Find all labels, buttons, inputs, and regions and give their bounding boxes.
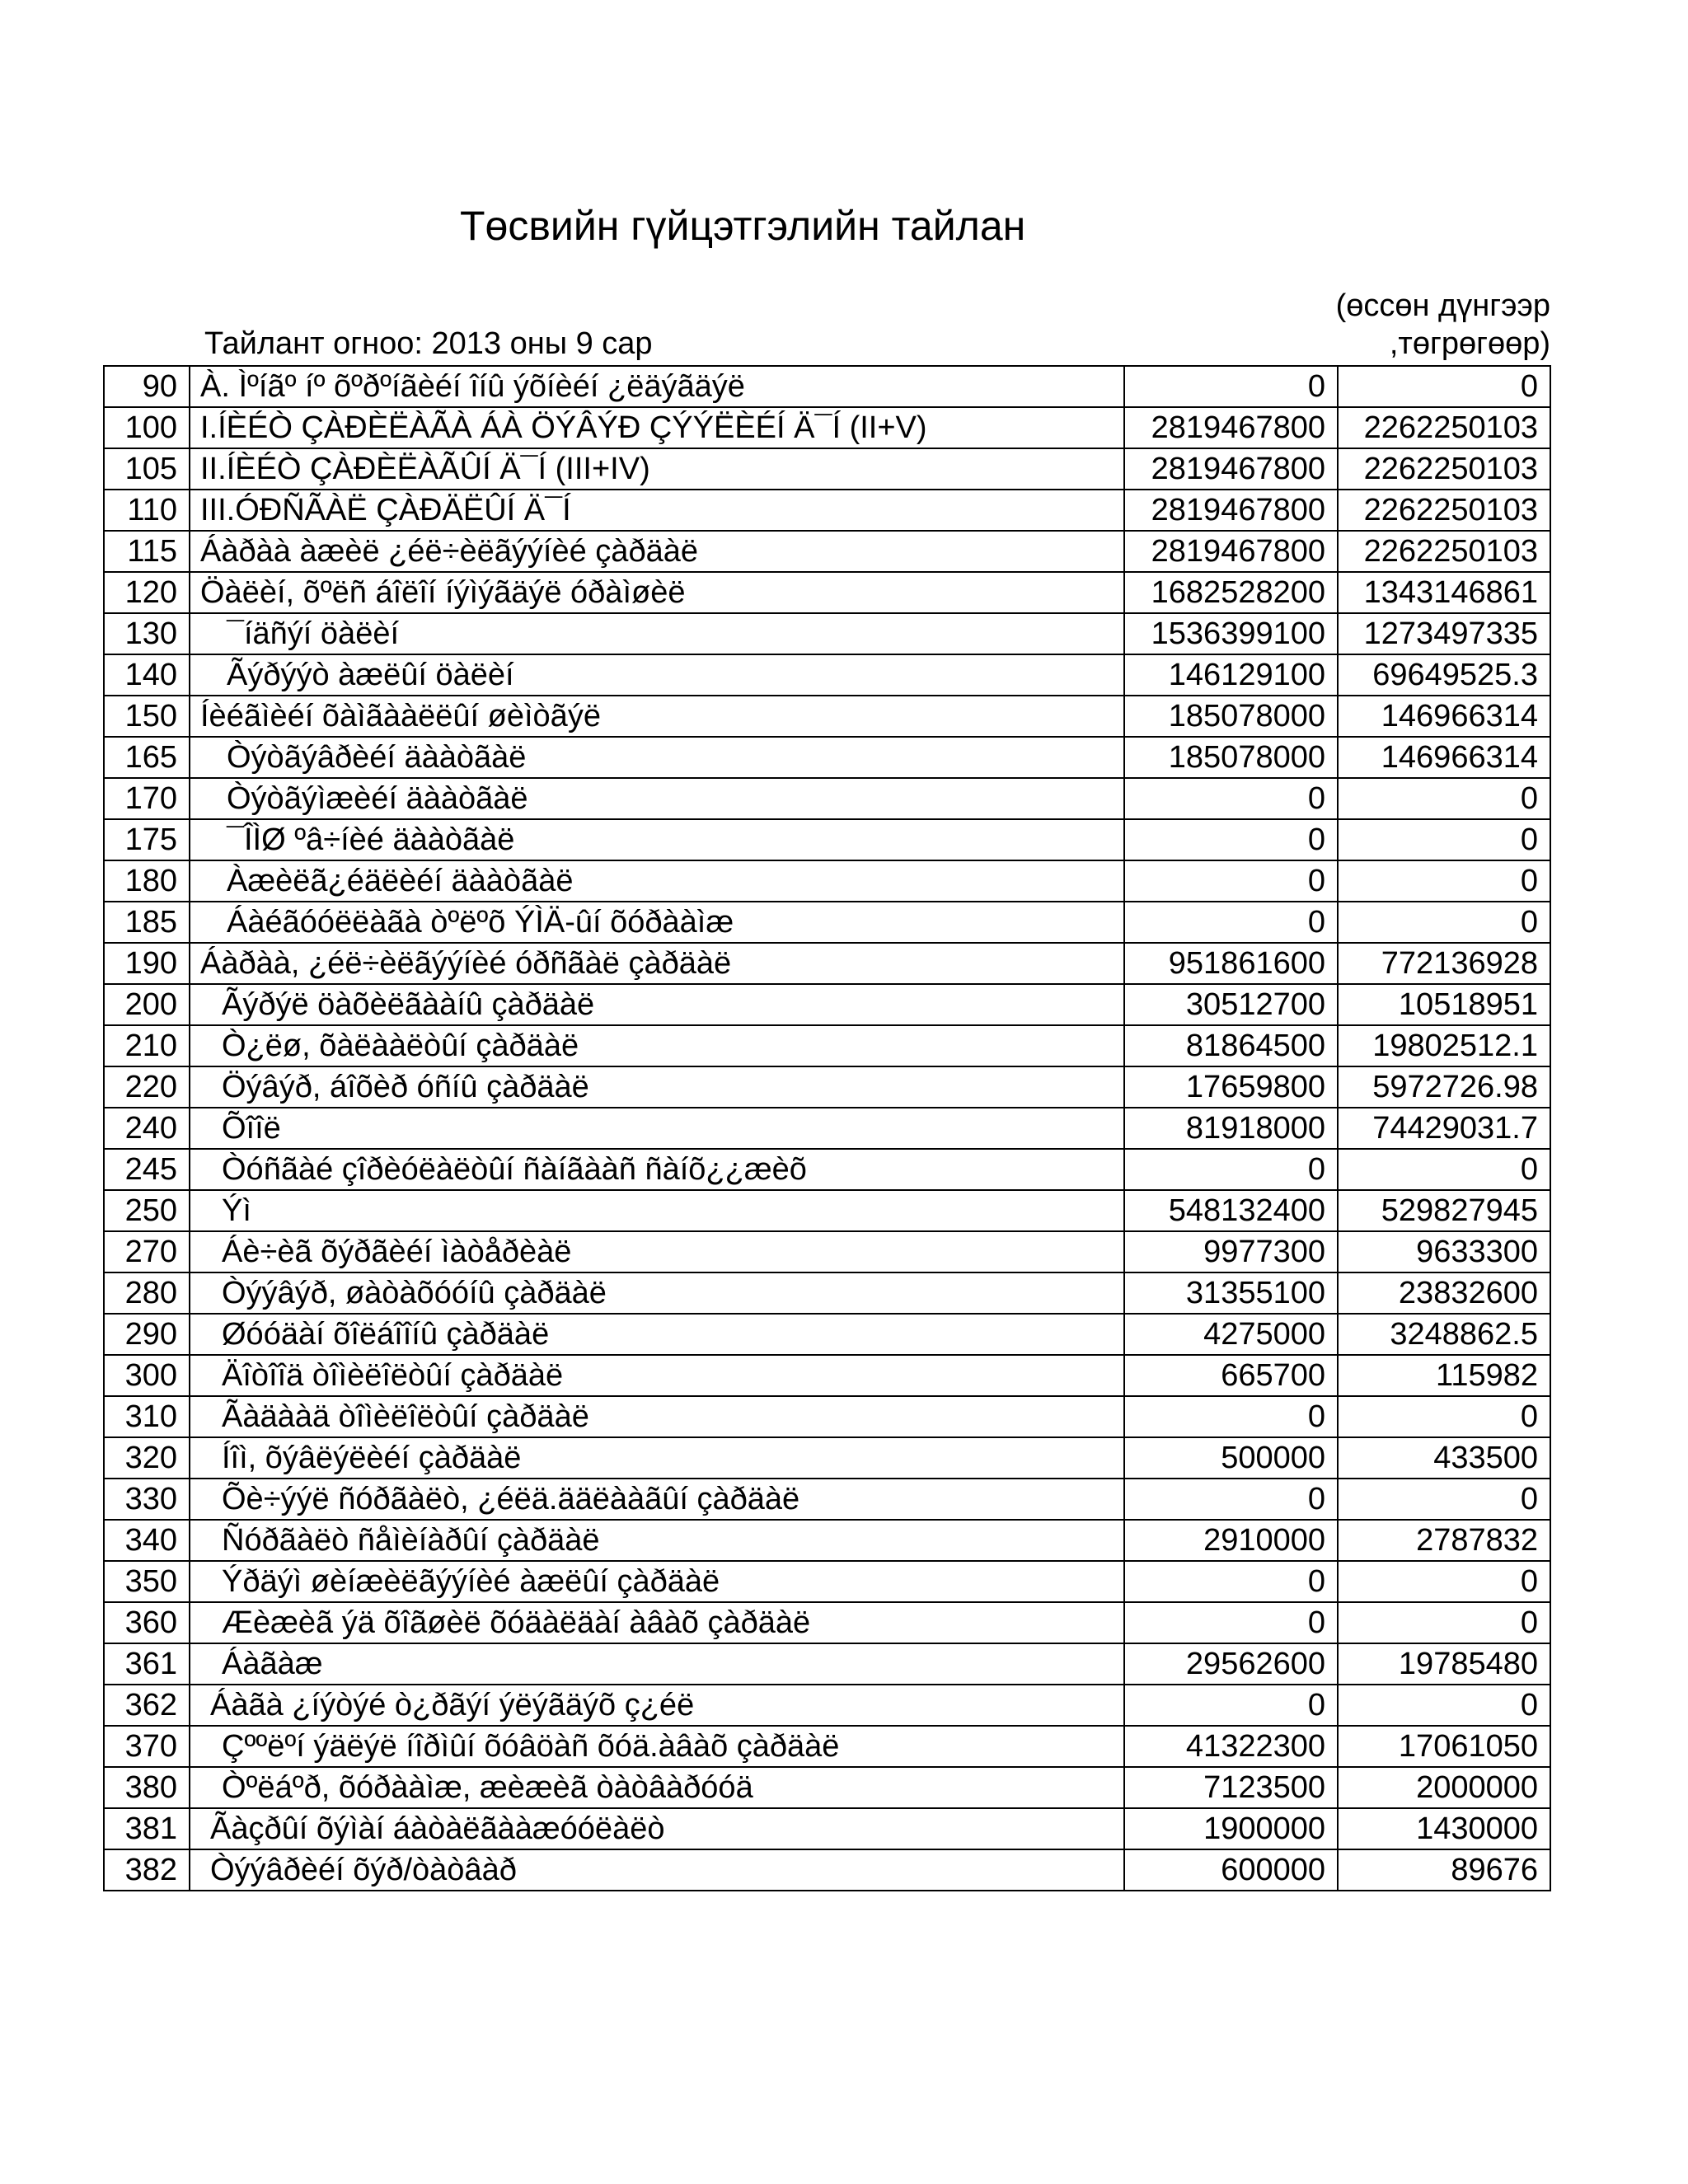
table-row [104, 572, 1550, 613]
row-code: 362 [104, 1685, 190, 1726]
row-name: Ãàçðûí õýìàí áàòàëãààæóóëàëò [190, 1808, 1124, 1849]
table-row [104, 819, 1550, 860]
row-actual-amount: 17061050 [1338, 1726, 1550, 1767]
row-plan-amount: 1900000 [1124, 1808, 1338, 1849]
row-code: 381 [104, 1808, 190, 1849]
table-row [104, 1849, 1550, 1891]
row-plan-amount: 2819467800 [1124, 407, 1338, 448]
row-plan-amount: 1536399100 [1124, 613, 1338, 654]
row-code: 270 [104, 1231, 190, 1272]
row-name: Ýðäýì øèíæèëãýýíèé àæëûí çàðäàë [190, 1561, 1124, 1602]
row-actual-amount: 1343146861 [1338, 572, 1550, 613]
row-code: 140 [104, 654, 190, 696]
row-plan-amount: 0 [1124, 1685, 1338, 1726]
table-row [104, 366, 1550, 407]
row-code: 340 [104, 1520, 190, 1561]
table-row [104, 943, 1550, 984]
row-name: Áàéãóóëëàãà òºëºõ ÝÌÄ-ûí õóðààìæ [190, 902, 1124, 943]
row-name: Áàðàà àæèë ¿éë÷èëãýýíèé çàðäàë [190, 531, 1124, 572]
table-row [104, 1561, 1550, 1602]
row-code: 130 [104, 613, 190, 654]
row-code: 360 [104, 1602, 190, 1643]
row-actual-amount: 0 [1338, 1149, 1550, 1190]
table-row [104, 1314, 1550, 1355]
table-row [104, 1520, 1550, 1561]
row-name: III.ÓÐÑÃÀË ÇÀÐÄËÛÍ Ä¯Í [190, 490, 1124, 531]
row-code: 382 [104, 1849, 190, 1891]
row-actual-amount: 772136928 [1338, 943, 1550, 984]
row-actual-amount: 115982 [1338, 1355, 1550, 1396]
row-actual-amount: 19802512.1 [1338, 1025, 1550, 1066]
row-name: Ò¿ëø, õàëààëòûí çàðäàë [190, 1025, 1124, 1066]
row-name: Õîîë [190, 1108, 1124, 1149]
row-plan-amount: 1682528200 [1124, 572, 1338, 613]
row-actual-amount: 2000000 [1338, 1767, 1550, 1808]
row-code: 120 [104, 572, 190, 613]
row-code: 175 [104, 819, 190, 860]
row-name: Áàðàà, ¿éë÷èëãýýíèé óðñãàë çàðäàë [190, 943, 1124, 984]
row-plan-amount: 2819467800 [1124, 531, 1338, 572]
row-actual-amount: 1430000 [1338, 1808, 1550, 1849]
row-plan-amount: 29562600 [1124, 1643, 1338, 1685]
row-name: Òºëáºð, õóðààìæ, æèæèã òàòâàðóóä [190, 1767, 1124, 1808]
row-actual-amount: 2262250103 [1338, 407, 1550, 448]
table-row [104, 860, 1550, 902]
row-code: 330 [104, 1479, 190, 1520]
row-name: À. Ìºíãº íº õºðºíãèéí îíû ýõíèéí ¿ëäýãäýë [190, 366, 1124, 407]
row-plan-amount: 185078000 [1124, 737, 1338, 778]
row-name: ¯íäñýí öàëèí [190, 613, 1124, 654]
row-code: 200 [104, 984, 190, 1025]
table-row [104, 1108, 1550, 1149]
table-row [104, 1396, 1550, 1437]
row-plan-amount: 2819467800 [1124, 490, 1338, 531]
row-actual-amount: 0 [1338, 1602, 1550, 1643]
report-title: Төсвийн гүйцэтгэлийн тайлан [460, 203, 1026, 249]
row-name: Áè÷èã õýðãèéí ìàòåðèàë [190, 1231, 1124, 1272]
row-actual-amount: 0 [1338, 1561, 1550, 1602]
row-actual-amount: 0 [1338, 778, 1550, 819]
row-plan-amount: 0 [1124, 860, 1338, 902]
table-row [104, 1149, 1550, 1190]
row-actual-amount: 146966314 [1338, 696, 1550, 737]
row-name: ¯ÎÌØ ºâ÷íèé äààòãàë [190, 819, 1124, 860]
row-actual-amount: 0 [1338, 366, 1550, 407]
row-actual-amount: 2262250103 [1338, 448, 1550, 490]
row-actual-amount: 0 [1338, 902, 1550, 943]
row-name: Íîì, õýâëýëèéí çàðäàë [190, 1437, 1124, 1479]
row-name: Öàëèí, õºëñ áîëîí íýìýãäýë óðàìøèë [190, 572, 1124, 613]
row-name: Íèéãìèéí õàìãààëëûí øèìòãýë [190, 696, 1124, 737]
row-code: 90 [104, 366, 190, 407]
table-row [104, 984, 1550, 1025]
row-actual-amount: 0 [1338, 860, 1550, 902]
unit-note-line2: ,төгрөгөөр) [1389, 326, 1550, 361]
row-plan-amount: 0 [1124, 1602, 1338, 1643]
table-row [104, 737, 1550, 778]
row-plan-amount: 0 [1124, 1149, 1338, 1190]
row-plan-amount: 17659800 [1124, 1066, 1338, 1108]
row-code: 170 [104, 778, 190, 819]
row-actual-amount: 3248862.5 [1338, 1314, 1550, 1355]
row-name: Òýòãýìæèéí äààòãàë [190, 778, 1124, 819]
table-row [104, 407, 1550, 448]
row-actual-amount: 0 [1338, 819, 1550, 860]
row-plan-amount: 41322300 [1124, 1726, 1338, 1767]
row-plan-amount: 0 [1124, 1479, 1338, 1520]
row-plan-amount: 0 [1124, 1396, 1338, 1437]
row-plan-amount: 146129100 [1124, 654, 1338, 696]
table-row [104, 1190, 1550, 1231]
row-name: II.ÍÈÉÒ ÇÀÐÈËÀÃÛÍ Ä¯Í (III+IV) [190, 448, 1124, 490]
row-code: 190 [104, 943, 190, 984]
table-row [104, 654, 1550, 696]
row-code: 180 [104, 860, 190, 902]
row-actual-amount: 23832600 [1338, 1272, 1550, 1314]
row-name: Øóóäàí õîëáîîíû çàðäàë [190, 1314, 1124, 1355]
row-plan-amount: 31355100 [1124, 1272, 1338, 1314]
row-actual-amount: 10518951 [1338, 984, 1550, 1025]
row-name: Ãýðýë öàõèëãààíû çàðäàë [190, 984, 1124, 1025]
row-plan-amount: 600000 [1124, 1849, 1338, 1891]
row-actual-amount: 0 [1338, 1479, 1550, 1520]
row-name: Çººëºí ýäëýë íîðìûí õóâöàñ õóä.àâàõ çàðäàë [190, 1726, 1124, 1767]
row-name: Òýòãýâðèéí äààòãàë [190, 737, 1124, 778]
row-code: 165 [104, 737, 190, 778]
table-row [104, 1437, 1550, 1479]
row-name: Àæèëã¿éäëèéí äààòãàë [190, 860, 1124, 902]
row-plan-amount: 4275000 [1124, 1314, 1338, 1355]
row-actual-amount: 5972726.98 [1338, 1066, 1550, 1108]
row-plan-amount: 185078000 [1124, 696, 1338, 737]
row-code: 250 [104, 1190, 190, 1231]
row-code: 300 [104, 1355, 190, 1396]
row-code: 320 [104, 1437, 190, 1479]
row-code: 310 [104, 1396, 190, 1437]
table-row [104, 490, 1550, 531]
table-row [104, 1726, 1550, 1767]
table-row [104, 1066, 1550, 1108]
row-plan-amount: 81918000 [1124, 1108, 1338, 1149]
row-name: Õè÷ýýë ñóðãàëò, ¿éëä.ääëààãûí çàðäàë [190, 1479, 1124, 1520]
row-code: 290 [104, 1314, 190, 1355]
row-actual-amount: 2262250103 [1338, 531, 1550, 572]
row-name: Áàãà ¿íýòýé ò¿ðãýí ýëýãäýõ ç¿éë [190, 1685, 1124, 1726]
row-code: 185 [104, 902, 190, 943]
row-name: Òýýâýð, øàòàõóóíû çàðäàë [190, 1272, 1124, 1314]
table-row [104, 1643, 1550, 1685]
table-row [104, 1479, 1550, 1520]
row-name: Ýì [190, 1190, 1124, 1231]
row-code: 240 [104, 1108, 190, 1149]
table-row [104, 1025, 1550, 1066]
row-code: 115 [104, 531, 190, 572]
row-code: 245 [104, 1149, 190, 1190]
table-row [104, 613, 1550, 654]
row-actual-amount: 2262250103 [1338, 490, 1550, 531]
row-actual-amount: 19785480 [1338, 1643, 1550, 1685]
row-actual-amount: 2787832 [1338, 1520, 1550, 1561]
row-code: 150 [104, 696, 190, 737]
table-row [104, 902, 1550, 943]
row-code: 100 [104, 407, 190, 448]
row-name: Æèæèã ýä õîãøèë õóäàëäàí àâàõ çàðäàë [190, 1602, 1124, 1643]
row-code: 380 [104, 1767, 190, 1808]
row-name: Äîòîîä òîìèëîëòûí çàðäàë [190, 1355, 1124, 1396]
table-row [104, 1355, 1550, 1396]
row-plan-amount: 9977300 [1124, 1231, 1338, 1272]
row-name: Ãàäààä òîìèëîëòûí çàðäàë [190, 1396, 1124, 1437]
table-row [104, 1231, 1550, 1272]
row-actual-amount: 433500 [1338, 1437, 1550, 1479]
row-name: I.ÍÈÉÒ ÇÀÐÈËÀÃÀ ÁÀ ÖÝÂÝÐ ÇÝÝËÈÉÍ Ä¯Í (II+V) [190, 407, 1124, 448]
row-actual-amount: 69649525.3 [1338, 654, 1550, 696]
row-name: Òýýâðèéí õýð/òàòâàð [190, 1849, 1124, 1891]
row-code: 370 [104, 1726, 190, 1767]
row-plan-amount: 548132400 [1124, 1190, 1338, 1231]
row-actual-amount: 9633300 [1338, 1231, 1550, 1272]
row-plan-amount: 30512700 [1124, 984, 1338, 1025]
row-actual-amount: 74429031.7 [1338, 1108, 1550, 1149]
table-row [104, 1767, 1550, 1808]
report-period: Тайлант огноо: 2013 оны 9 сар [204, 326, 653, 361]
row-actual-amount: 529827945 [1338, 1190, 1550, 1231]
unit-note-line1: (өссөн дүнгээр [1335, 288, 1550, 323]
unit-note [1336, 287, 1550, 363]
table-row [104, 1272, 1550, 1314]
table-row [104, 1808, 1550, 1849]
row-code: 105 [104, 448, 190, 490]
row-plan-amount: 2819467800 [1124, 448, 1338, 490]
row-actual-amount: 146966314 [1338, 737, 1550, 778]
row-name: Òóñãàé çîðèóëàëòûí ñàíãààñ ñàíõ¿¿æèõ [190, 1149, 1124, 1190]
row-name: Áàãàæ [190, 1643, 1124, 1685]
row-name: Ñóðãàëò ñåìèíàðûí çàðäàë [190, 1520, 1124, 1561]
row-plan-amount: 81864500 [1124, 1025, 1338, 1066]
row-code: 220 [104, 1066, 190, 1108]
table-row [104, 1685, 1550, 1726]
budget-table-body [104, 366, 1550, 1891]
table-row [104, 448, 1550, 490]
row-plan-amount: 0 [1124, 819, 1338, 860]
row-plan-amount: 0 [1124, 778, 1338, 819]
row-plan-amount: 665700 [1124, 1355, 1338, 1396]
row-name: Ãýðýýò àæëûí öàëèí [190, 654, 1124, 696]
table-row [104, 778, 1550, 819]
table-row [104, 696, 1550, 737]
row-actual-amount: 89676 [1338, 1849, 1550, 1891]
row-plan-amount: 0 [1124, 1561, 1338, 1602]
budget-table [103, 365, 1551, 1891]
row-code: 361 [104, 1643, 190, 1685]
row-plan-amount: 0 [1124, 366, 1338, 407]
row-plan-amount: 2910000 [1124, 1520, 1338, 1561]
table-row [104, 531, 1550, 572]
row-actual-amount: 0 [1338, 1396, 1550, 1437]
row-plan-amount: 951861600 [1124, 943, 1338, 984]
row-code: 110 [104, 490, 190, 531]
row-actual-amount: 1273497335 [1338, 613, 1550, 654]
row-plan-amount: 7123500 [1124, 1767, 1338, 1808]
table-row [104, 1602, 1550, 1643]
row-code: 210 [104, 1025, 190, 1066]
row-plan-amount: 0 [1124, 902, 1338, 943]
row-code: 350 [104, 1561, 190, 1602]
row-plan-amount: 500000 [1124, 1437, 1338, 1479]
row-actual-amount: 0 [1338, 1685, 1550, 1726]
row-name: Öýâýð, áîõèð óñíû çàðäàë [190, 1066, 1124, 1108]
row-code: 280 [104, 1272, 190, 1314]
